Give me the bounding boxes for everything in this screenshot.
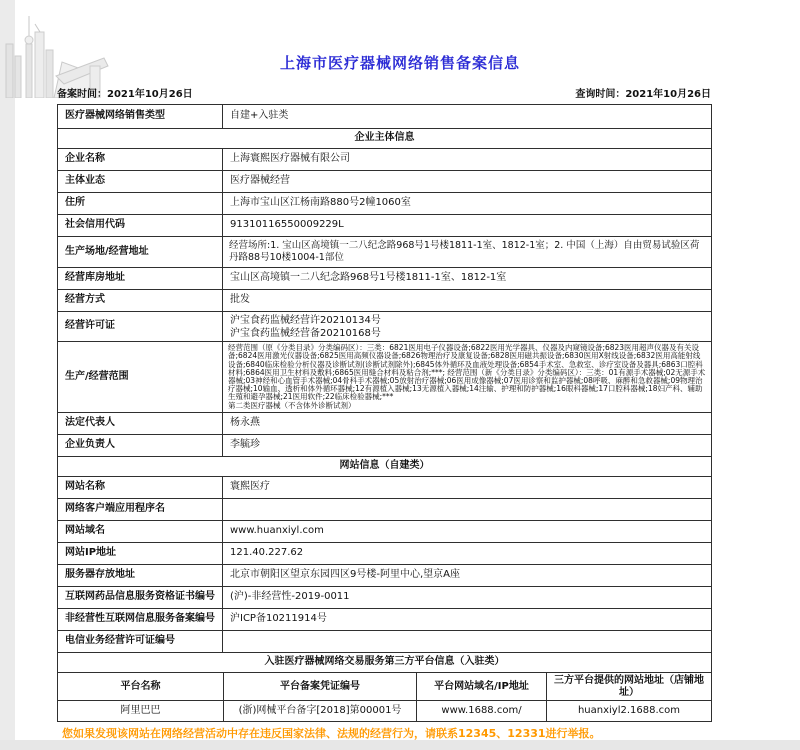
- row-person-in-charge: [58, 435, 712, 457]
- row-label: 经营方式: [58, 290, 223, 312]
- row-value: 医疗器械经营: [223, 171, 712, 193]
- row-label: 非经营性互联网信息服务备案编号: [58, 609, 223, 631]
- platform-header-store-address: 三方平台提供的网站地址（店铺地址）: [547, 673, 712, 701]
- row-server-address: [58, 565, 712, 587]
- row-label: 经营许可证: [58, 312, 223, 342]
- row-value: 121.40.227.62: [223, 543, 712, 565]
- row-value: (沪)-非经营性-2019-0011: [223, 587, 712, 609]
- row-label: 生产/经营范围: [58, 342, 223, 413]
- row-value: 北京市朝阳区望京东园四区9号楼-阿里中心,望京A座: [223, 565, 712, 587]
- row-value: 杨永燕: [223, 413, 712, 435]
- meta-row: [57, 85, 711, 100]
- row-value: www.huanxiyl.com: [223, 521, 712, 543]
- row-value: 自建+入驻类: [223, 105, 712, 129]
- row-app-name: [58, 499, 712, 521]
- row-telecom-license: [58, 631, 712, 653]
- platform-header-row: [58, 673, 712, 701]
- row-label: 服务器存放地址: [58, 565, 223, 587]
- row-ip-address: [58, 543, 712, 565]
- row-label: 住所: [58, 193, 223, 215]
- row-value: 李毓珍: [223, 435, 712, 457]
- license-line-2: 沪宝食药监械经营备20210168号: [230, 327, 381, 339]
- platform-header-name: 平台名称: [58, 673, 224, 701]
- row-label: 主体业态: [58, 171, 223, 193]
- row-license: [58, 312, 712, 342]
- row-legal-rep: [58, 413, 712, 435]
- platform-header-cert: 平台备案凭证编号: [224, 673, 417, 701]
- section-title: 网站信息（自建类）: [58, 457, 712, 477]
- platform-header-domain: 平台网站域名/IP地址: [417, 673, 547, 701]
- row-value: [223, 312, 712, 342]
- section-website-info: [58, 457, 712, 477]
- row-label: 社会信用代码: [58, 215, 223, 237]
- row-label: 网站域名: [58, 521, 223, 543]
- row-label: 企业名称: [58, 149, 223, 171]
- platform-name: 阿里巴巴: [58, 701, 224, 722]
- section-platform-info: [58, 653, 712, 673]
- section-enterprise-info: [58, 129, 712, 149]
- row-sale-type: [58, 105, 712, 129]
- scope-paragraph-1: 经营范围（原《分类目录》分类编码区）：三类：6821医用电子仪器设备;6822医用光学器具、仪器及内窥镜设备;6823医用超声仪器及有关设备;6824医用激光仪器设备;6825医用高频仪器设备;6826物理治疗及康复设备;6828医用磁共振设备;6830医用X射线设备;6832医用高能射线设备;6840临床检验分析仪器及诊断试剂(诊断试剂除外);6845体外循环及血液处理设备;6854手术室、急救室、诊疗室设备及器具;6863口腔科材料;6864医用卫生材料及敷料;6865医用缝合材料及粘合剂;***; 经营范围（新《分类目录》分类编码区）：三类：01有源手术器械;02无源手术器械;03神经和心血管手术器械;04骨科手术器械;05放射治疗器械;06医用成像器械;07医用诊察和监护器械;08呼吸、麻醉和急救器械;09物理治疗器械;10输血、透析和体外循环器械;12有源植入器械;13无源植入器械;14注输、护理和防护器械;16眼科器械;17口腔科器械;18妇产科、辅助生殖和避孕器械;21医用软件;22临床检验器械;***: [228, 343, 706, 402]
- window-edge-bottom: [0, 740, 800, 750]
- row-value: [223, 342, 712, 413]
- row-value: [223, 499, 712, 521]
- section-title: 入驻医疗器械网络交易服务第三方平台信息（入驻类）: [58, 653, 712, 673]
- platform-store-address: huanxiyl2.1688.com: [547, 701, 712, 722]
- row-credit-code: [58, 215, 712, 237]
- row-production-site: [58, 237, 712, 268]
- filing-time: 备案时间：2021年10月26日: [57, 89, 193, 100]
- row-company-name: [58, 149, 712, 171]
- row-label: 网络客户端应用程序名: [58, 499, 223, 521]
- platform-domain: www.1688.com/: [417, 701, 547, 722]
- row-domain: [58, 521, 712, 543]
- row-label: 企业负责人: [58, 435, 223, 457]
- row-business-form: [58, 171, 712, 193]
- row-label: 电信业务经营许可证编号: [58, 631, 223, 653]
- row-drug-info-cert: [58, 587, 712, 609]
- page-title: 上海市医疗器械网络销售备案信息: [279, 54, 520, 72]
- row-value: [223, 631, 712, 653]
- row-label: 互联网药品信息服务资格证书编号: [58, 587, 223, 609]
- row-warehouse: [58, 268, 712, 290]
- row-value: 91310116550009229L: [223, 215, 712, 237]
- platform-cert-number: (浙)网械平台备字[2018]第00001号: [224, 701, 417, 722]
- platform-table: [57, 652, 711, 722]
- row-value: 批发: [223, 290, 712, 312]
- query-time: 查询时间：2021年10月26日: [575, 89, 711, 100]
- scope-paragraph-2: 第二类医疗器械（不含体外诊断试剂）: [228, 400, 356, 410]
- row-label: 经营库房地址: [58, 268, 223, 290]
- row-value: 上海市宝山区江杨南路880号2幢1060室: [223, 193, 712, 215]
- report-warning-text: 您如果发现该网站在网络经营活动中存在违反国家法律、法规的经营行为，请联系12345、12331进行举报。: [62, 727, 601, 740]
- row-label: 生产场地/经营地址: [58, 237, 223, 268]
- row-residence: [58, 193, 712, 215]
- row-icp-number: [58, 609, 712, 631]
- row-label: 网站IP地址: [58, 543, 223, 565]
- row-value: 寰熙医疗: [223, 477, 712, 499]
- row-value: 上海寰熙医疗器械有限公司: [223, 149, 712, 171]
- window-edge-left: [0, 0, 15, 750]
- row-label: 网站名称: [58, 477, 223, 499]
- platform-data-row: [58, 701, 712, 722]
- row-value: 经营场所:1. 宝山区高境镇一二八纪念路968号1号楼1811-1室、1812-1室；2. 中国（上海）自由贸易试验区荷丹路88号10楼1004-1部位: [223, 237, 712, 268]
- section-title: 企业主体信息: [58, 129, 712, 149]
- row-value: 宝山区高境镇一二八纪念路968号1号楼1811-1室、1812-1室: [223, 268, 712, 290]
- row-label: 法定代表人: [58, 413, 223, 435]
- row-value: 沪ICP备10211914号: [223, 609, 712, 631]
- row-label: 医疗器械网络销售类型: [58, 105, 223, 129]
- row-site-name: [58, 477, 712, 499]
- row-scope: [58, 342, 712, 413]
- license-line-1: 沪宝食药监械经营许20210134号: [230, 314, 381, 326]
- row-mode: [58, 290, 712, 312]
- record-table: [57, 104, 711, 722]
